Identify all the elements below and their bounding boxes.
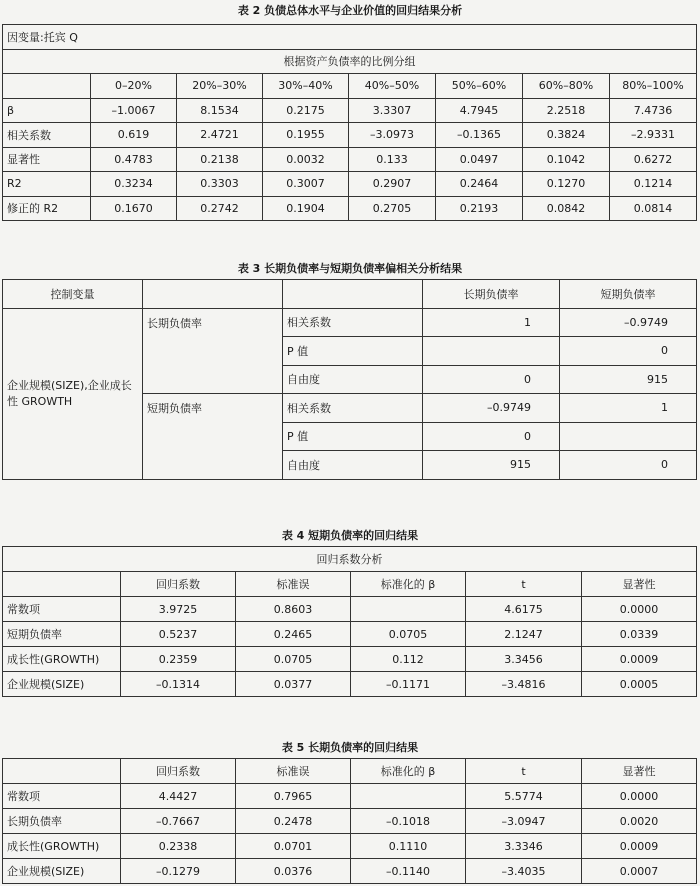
cell: 0.2465 [236, 622, 351, 647]
table5 [2, 758, 697, 884]
table-row [3, 834, 697, 859]
cell: –3.0973 [349, 123, 436, 148]
row-label: 修正的 R2 [3, 196, 91, 221]
column-header: 标准化的 β [351, 759, 466, 784]
cell: 0.2338 [121, 834, 236, 859]
row-label: 长期负债率 [3, 809, 121, 834]
table-row [3, 572, 697, 597]
table2 [2, 24, 697, 221]
column-header: 控制变量 [3, 280, 143, 309]
table-row [3, 308, 697, 337]
cell: 0.2359 [121, 647, 236, 672]
cell: 0.0020 [582, 809, 697, 834]
cell: –0.1314 [121, 672, 236, 697]
stat-label: 相关系数 [283, 394, 423, 423]
cell: –0.9749 [423, 394, 560, 423]
cell: 0.3007 [263, 172, 349, 197]
cell: –3.4816 [466, 672, 582, 697]
cell: 0.0339 [582, 622, 697, 647]
cell: 0 [560, 337, 697, 366]
cell: 0.3234 [91, 172, 177, 197]
cell: 0.0497 [436, 147, 523, 172]
cell: 0.0705 [236, 647, 351, 672]
cell: 3.9725 [121, 597, 236, 622]
table5-caption: 表 5 长期负债率的回归结果 [281, 741, 419, 754]
column-header: 30%–40% [263, 74, 349, 99]
cell: 0.0009 [582, 647, 697, 672]
cell [351, 597, 466, 622]
cell: 0.1270 [523, 172, 610, 197]
cell: 0.4783 [91, 147, 177, 172]
table4 [2, 546, 697, 697]
group-label: 短期负债率 [143, 394, 283, 480]
cell: –0.9749 [560, 308, 697, 337]
cell: 0.0000 [582, 597, 697, 622]
stat-label: P 值 [283, 422, 423, 451]
cell: –0.1365 [436, 123, 523, 148]
cell: 0.0009 [582, 834, 697, 859]
cell: 0.0007 [582, 859, 697, 884]
row-label: 常数项 [3, 784, 121, 809]
cell: 0.2138 [177, 147, 263, 172]
cell: 0.2193 [436, 196, 523, 221]
cell: 1 [423, 308, 560, 337]
cell: 0.1670 [91, 196, 177, 221]
cell: –3.4035 [466, 859, 582, 884]
row-label: 相关系数 [3, 123, 91, 148]
cell: 0 [423, 365, 560, 394]
cell: 1 [560, 394, 697, 423]
row-label: β [3, 98, 91, 123]
cell: 0.0005 [582, 672, 697, 697]
cell: 2.1247 [466, 622, 582, 647]
column-header: 回归系数 [121, 572, 236, 597]
column-header: 0–20% [91, 74, 177, 99]
stat-label: 自由度 [283, 365, 423, 394]
table3 [2, 279, 697, 480]
table-row [3, 98, 697, 123]
table-row [3, 74, 697, 99]
column-header: 短期负债率 [560, 280, 697, 309]
row-label: 企业规模(SIZE) [3, 672, 121, 697]
stat-label: P 值 [283, 337, 423, 366]
cell: 0.1042 [523, 147, 610, 172]
cell: 0.1110 [351, 834, 466, 859]
cell: 0.2478 [236, 809, 351, 834]
group-header: 根据资产负债率的比例分组 [3, 49, 697, 74]
cell: 0.0032 [263, 147, 349, 172]
cell: 0.619 [91, 123, 177, 148]
control-variable: 企业规模(SIZE),企业成长性 GROWTH [3, 308, 143, 479]
table-row [3, 647, 697, 672]
row-label: 短期负债率 [3, 622, 121, 647]
column-header: 80%–100% [610, 74, 697, 99]
cell: 0.1214 [610, 172, 697, 197]
cell [351, 784, 466, 809]
cell [560, 422, 697, 451]
cell: 0.7965 [236, 784, 351, 809]
cell: 4.6175 [466, 597, 582, 622]
cell: 0.2705 [349, 196, 436, 221]
column-header: 50%–60% [436, 74, 523, 99]
table-row [3, 672, 697, 697]
column-header: 标准误 [236, 759, 351, 784]
cell: 0.5237 [121, 622, 236, 647]
cell: 2.2518 [523, 98, 610, 123]
cell: –1.0067 [91, 98, 177, 123]
table-row [3, 622, 697, 647]
table-row [3, 759, 697, 784]
cell: 0.2175 [263, 98, 349, 123]
table-row [3, 123, 697, 148]
row-label: 显著性 [3, 147, 91, 172]
column-header: t [466, 572, 582, 597]
table4-caption: 表 4 短期负债率的回归结果 [281, 529, 419, 542]
cell: 0.2742 [177, 196, 263, 221]
cell: 0.0701 [236, 834, 351, 859]
table-row [3, 196, 697, 221]
column-header: 40%–50% [349, 74, 436, 99]
cell: 915 [560, 365, 697, 394]
row-label: R2 [3, 172, 91, 197]
table-row [3, 172, 697, 197]
table2-caption: 表 2 负债总体水平与企业价值的回归结果分析 [237, 4, 463, 17]
cell: 0.0000 [582, 784, 697, 809]
cell: 7.4736 [610, 98, 697, 123]
stat-label: 自由度 [283, 451, 423, 480]
cell: –0.7667 [121, 809, 236, 834]
cell: 0.0376 [236, 859, 351, 884]
cell: –0.1140 [351, 859, 466, 884]
table-row [3, 597, 697, 622]
column-header: 标准化的 β [351, 572, 466, 597]
dependent-variable: 因变量:托宾 Q [3, 25, 697, 50]
cell: 0.3303 [177, 172, 263, 197]
cell: 0.3824 [523, 123, 610, 148]
cell: 0.2907 [349, 172, 436, 197]
cell: 0.0377 [236, 672, 351, 697]
cell: 0.1955 [263, 123, 349, 148]
row-label: 企业规模(SIZE) [3, 859, 121, 884]
row-label: 成长性(GROWTH) [3, 647, 121, 672]
cell: 0.1904 [263, 196, 349, 221]
cell [423, 337, 560, 366]
cell: 4.7945 [436, 98, 523, 123]
cell: 0.6272 [610, 147, 697, 172]
column-header: 显著性 [582, 759, 697, 784]
cell: 0.0814 [610, 196, 697, 221]
table-row [3, 859, 697, 884]
column-header: t [466, 759, 582, 784]
cell: –0.1171 [351, 672, 466, 697]
cell: 0 [423, 422, 560, 451]
cell: 0 [560, 451, 697, 480]
cell: 0.8603 [236, 597, 351, 622]
cell: 0.112 [351, 647, 466, 672]
column-header: 回归系数 [121, 759, 236, 784]
column-header: 长期负债率 [423, 280, 560, 309]
group-label: 长期负债率 [143, 308, 283, 394]
cell: 5.5774 [466, 784, 582, 809]
cell: 0.133 [349, 147, 436, 172]
cell: –0.1018 [351, 809, 466, 834]
cell: 3.3456 [466, 647, 582, 672]
cell: –2.9331 [610, 123, 697, 148]
cell: 0.2464 [436, 172, 523, 197]
column-header: 显著性 [582, 572, 697, 597]
cell: 0.0842 [523, 196, 610, 221]
row-label: 成长性(GROWTH) [3, 834, 121, 859]
table3-caption: 表 3 长期负债率与短期负债率偏相关分析结果 [237, 262, 463, 275]
cell: 8.1534 [177, 98, 263, 123]
group-header: 回归系数分析 [3, 547, 697, 572]
cell: 0.0705 [351, 622, 466, 647]
column-header: 标准误 [236, 572, 351, 597]
cell: –3.0947 [466, 809, 582, 834]
table-row [3, 147, 697, 172]
cell: 2.4721 [177, 123, 263, 148]
table-row [3, 809, 697, 834]
column-header: 60%–80% [523, 74, 610, 99]
table-row [3, 784, 697, 809]
cell: 3.3346 [466, 834, 582, 859]
cell: 915 [423, 451, 560, 480]
stat-label: 相关系数 [283, 308, 423, 337]
table-row [3, 280, 697, 309]
column-header: 20%–30% [177, 74, 263, 99]
cell: –0.1279 [121, 859, 236, 884]
row-label: 常数项 [3, 597, 121, 622]
cell: 3.3307 [349, 98, 436, 123]
cell: 4.4427 [121, 784, 236, 809]
